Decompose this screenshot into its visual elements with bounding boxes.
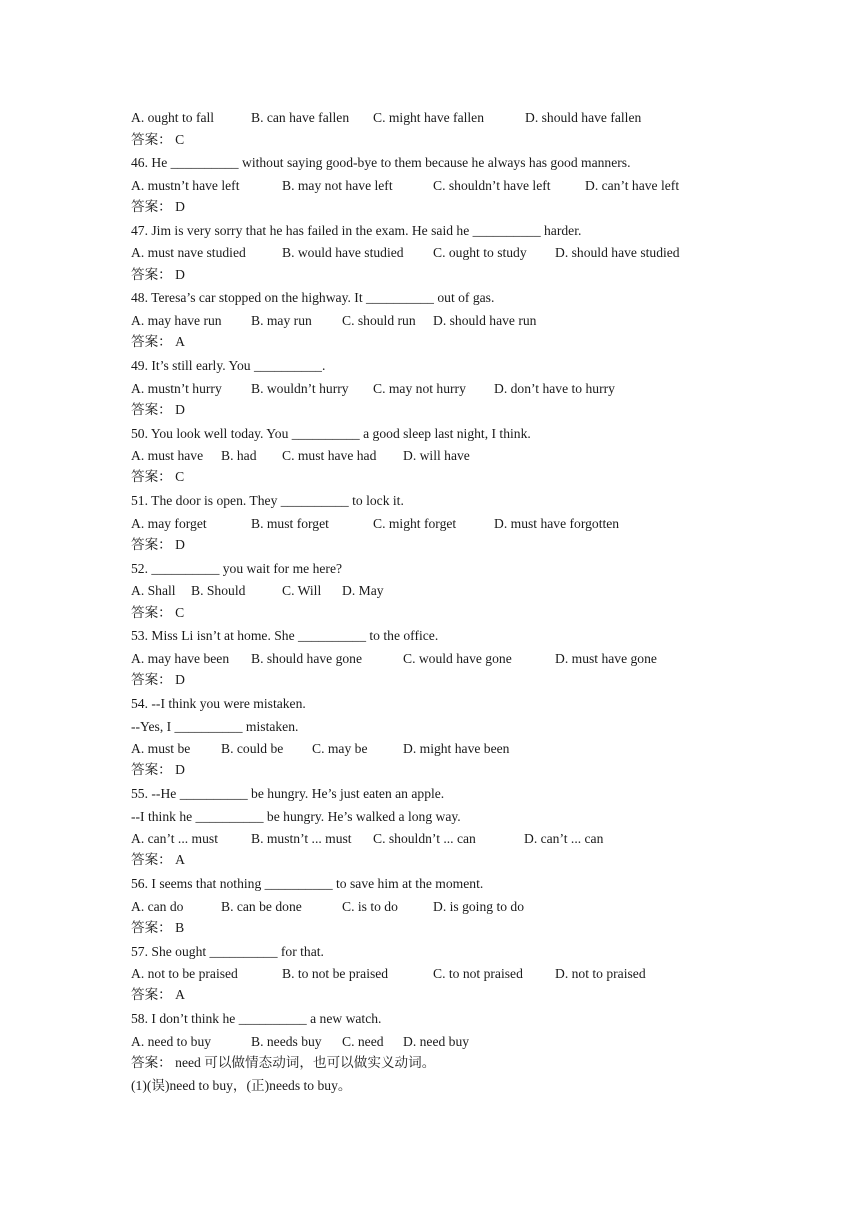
option-b: B. would have studied [282,245,404,260]
q54-answer: 答案： D [131,762,185,777]
option-d: D. must have gone [555,651,657,666]
q50-stem: 50. You look well today. You __________ a good sleep last night, I think. [131,426,531,441]
option-a: A. can’t ... must [131,831,218,846]
option-b: B. may not have left [282,178,393,193]
q48-answer: 答案： A [131,334,185,349]
option-d: D. don’t have to hurry [494,381,615,396]
option-c: C. must have had [282,448,377,463]
option-d: D. need buy [403,1034,470,1049]
option-a: A. must nave studied [131,245,246,260]
q49-answer: 答案： D [131,402,185,417]
option-a: A. may have run [131,313,222,328]
option-c: C. may be [312,741,368,756]
q49-stem: 49. It’s still early. You __________. [131,358,326,373]
option-a: A. mustn’t hurry [131,381,222,396]
q45-answer: 答案： C [131,132,185,147]
option-b: B. can be done [221,899,302,914]
q58-stem: 58. I don’t think he __________ a new watch. [131,1011,382,1026]
q47-stem: 47. Jim is very sorry that he has failed in the exam. He said he __________ harder. [131,223,582,238]
option-b: B. Should [191,583,246,598]
option-a: A. need to buy [131,1034,212,1049]
q54-stem-line1: 54. --I think you were mistaken. [131,696,306,711]
option-a: A. Shall [131,583,176,598]
option-b: B. may run [251,313,312,328]
option-b: B. needs buy [251,1034,322,1049]
q50-answer: 答案： C [131,469,185,484]
q51-answer: 答案： D [131,537,185,552]
option-d: D. will have [403,448,470,463]
q55-stem-line2: --I think he __________ be hungry. He’s walked a long way. [131,809,461,824]
option-a: A. must be [131,741,191,756]
q57-stem: 57. She ought __________ for that. [131,944,324,959]
q48-stem: 48. Teresa’s car stopped on the highway. It __________ out of gas. [131,290,495,305]
option-b: B. must forget [251,516,329,531]
option-a: A. must have [131,448,204,463]
option-c: C. is to do [342,899,398,914]
option-a: A. not to be praised [131,966,238,981]
q55-answer: 答案： A [131,852,185,867]
option-c: C. might have fallen [373,110,484,125]
q51-stem: 51. The door is open. They __________ to lock it. [131,493,404,508]
option-d: D. May [342,583,384,598]
option-c: C. ought to study [433,245,527,260]
option-b: B. should have gone [251,651,363,666]
option-d: D. not to praised [555,966,646,981]
q52-answer: 答案： C [131,605,185,620]
option-a: A. may have been [131,651,230,666]
q54-stem-line2: --Yes, I __________ mistaken. [131,719,299,734]
q57-answer: 答案： A [131,987,185,1002]
q46-answer: 答案： D [131,199,185,214]
q55-stem-line1: 55. --He __________ be hungry. He’s just eaten an apple. [131,786,445,801]
option-c: C. need [342,1034,384,1049]
option-c: C. shouldn’t have left [433,178,551,193]
option-a: A. may forget [131,516,207,531]
q52-stem: 52. __________ you wait for me here? [131,561,343,576]
option-d: D. can’t ... can [524,831,604,846]
option-b: B. mustn’t ... must [251,831,352,846]
option-a: A. mustn’t have left [131,178,240,193]
option-d: D. should have run [433,313,537,328]
option-d: D. should have fallen [525,110,642,125]
q58-note: (1)(误)need to buy，(正)needs to buy。 [131,1078,352,1093]
option-c: C. to not praised [433,966,523,981]
option-d: D. should have studied [555,245,680,260]
option-a: A. can do [131,899,184,914]
q46-stem: 46. He __________ without saying good-bye to them because he always has good manners. [131,155,631,170]
option-d: D. might have been [403,741,510,756]
q47-answer: 答案： D [131,267,185,282]
option-c: C. might forget [373,516,457,531]
q53-stem: 53. Miss Li isn’t at home. She __________ to the office. [131,628,439,643]
option-d: D. must have forgotten [494,516,620,531]
option-c: C. may not hurry [373,381,466,396]
option-b: B. had [221,448,257,463]
option-c: C. should run [342,313,416,328]
option-d: D. is going to do [433,899,525,914]
option-d: D. can’t have left [585,178,680,193]
option-b: B. could be [221,741,284,756]
q58-answer: 答案： need 可以做情态动词，也可以做实义动词。 [131,1055,436,1070]
option-a: A. ought to fall [131,110,215,125]
option-b: B. wouldn’t hurry [251,381,349,396]
option-c: C. shouldn’t ... can [373,831,476,846]
option-b: B. can have fallen [251,110,350,125]
q56-answer: 答案： B [131,920,185,935]
q53-answer: 答案： D [131,672,185,687]
option-c: C. would have gone [403,651,512,666]
q56-stem: 56. I seems that nothing __________ to save him at the moment. [131,876,484,891]
option-c: C. Will [282,583,322,598]
option-b: B. to not be praised [282,966,389,981]
